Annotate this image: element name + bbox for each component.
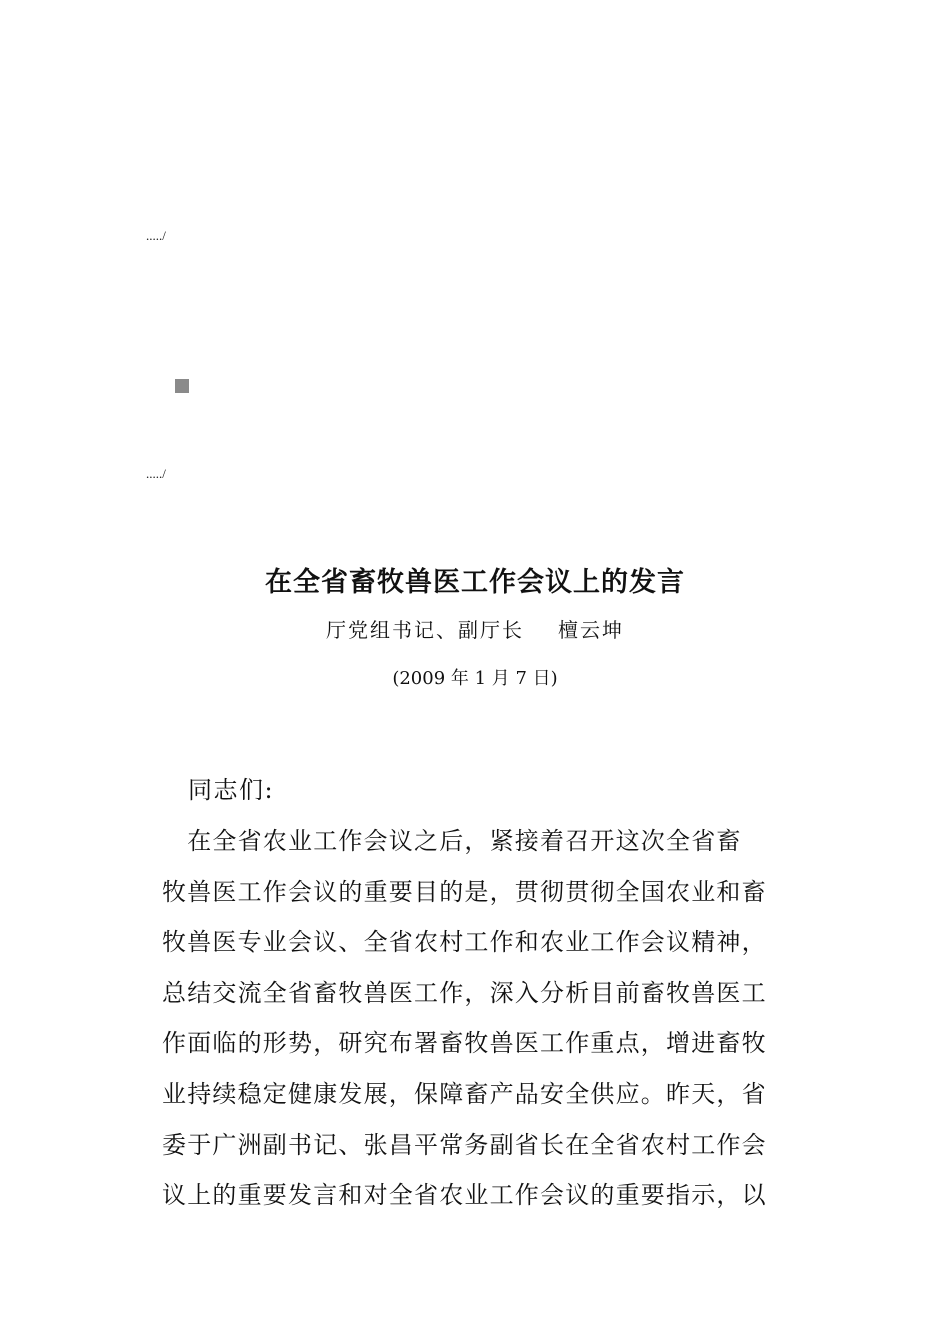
author-position: 厅党组书记、副厅长 xyxy=(326,618,524,642)
salutation: 同志们: xyxy=(188,776,275,804)
square-bullet-icon xyxy=(175,379,189,393)
body-line: 作面临的形势，研究布署畜牧兽医工作重点，增进畜牧 xyxy=(162,1029,767,1058)
speech-date: (2009 年 1 月 7 日) xyxy=(392,668,558,689)
body-line: 议上的重要发言和对全省农业工作会议的重要指示，以 xyxy=(162,1181,767,1210)
header-mark: ...../ xyxy=(146,466,166,481)
body-line: 总结交流全省畜牧兽医工作，深入分析目前畜牧兽医工 xyxy=(162,978,767,1007)
body-line: 牧兽医专业会议、全省农村工作和农业工作会议精神， xyxy=(162,928,767,957)
body-line: 在全省农业工作会议之后，紧接着召开这次全省畜 xyxy=(162,827,742,855)
author-byline xyxy=(0,614,950,643)
author-name: 檀云坤 xyxy=(558,618,624,642)
body-line: 委于广洲副书记、张昌平常务副省长在全省农村工作会 xyxy=(162,1130,767,1159)
body-line: 牧兽医工作会议的重要目的是，贯彻贯彻全国农业和畜 xyxy=(162,877,767,906)
document-title: 在全省畜牧兽医工作会议上的发言 xyxy=(265,567,685,598)
header-mark: ...../ xyxy=(146,228,166,243)
body-line: 业持续稳定健康发展，保障畜产品安全供应。昨天，省 xyxy=(162,1080,767,1108)
